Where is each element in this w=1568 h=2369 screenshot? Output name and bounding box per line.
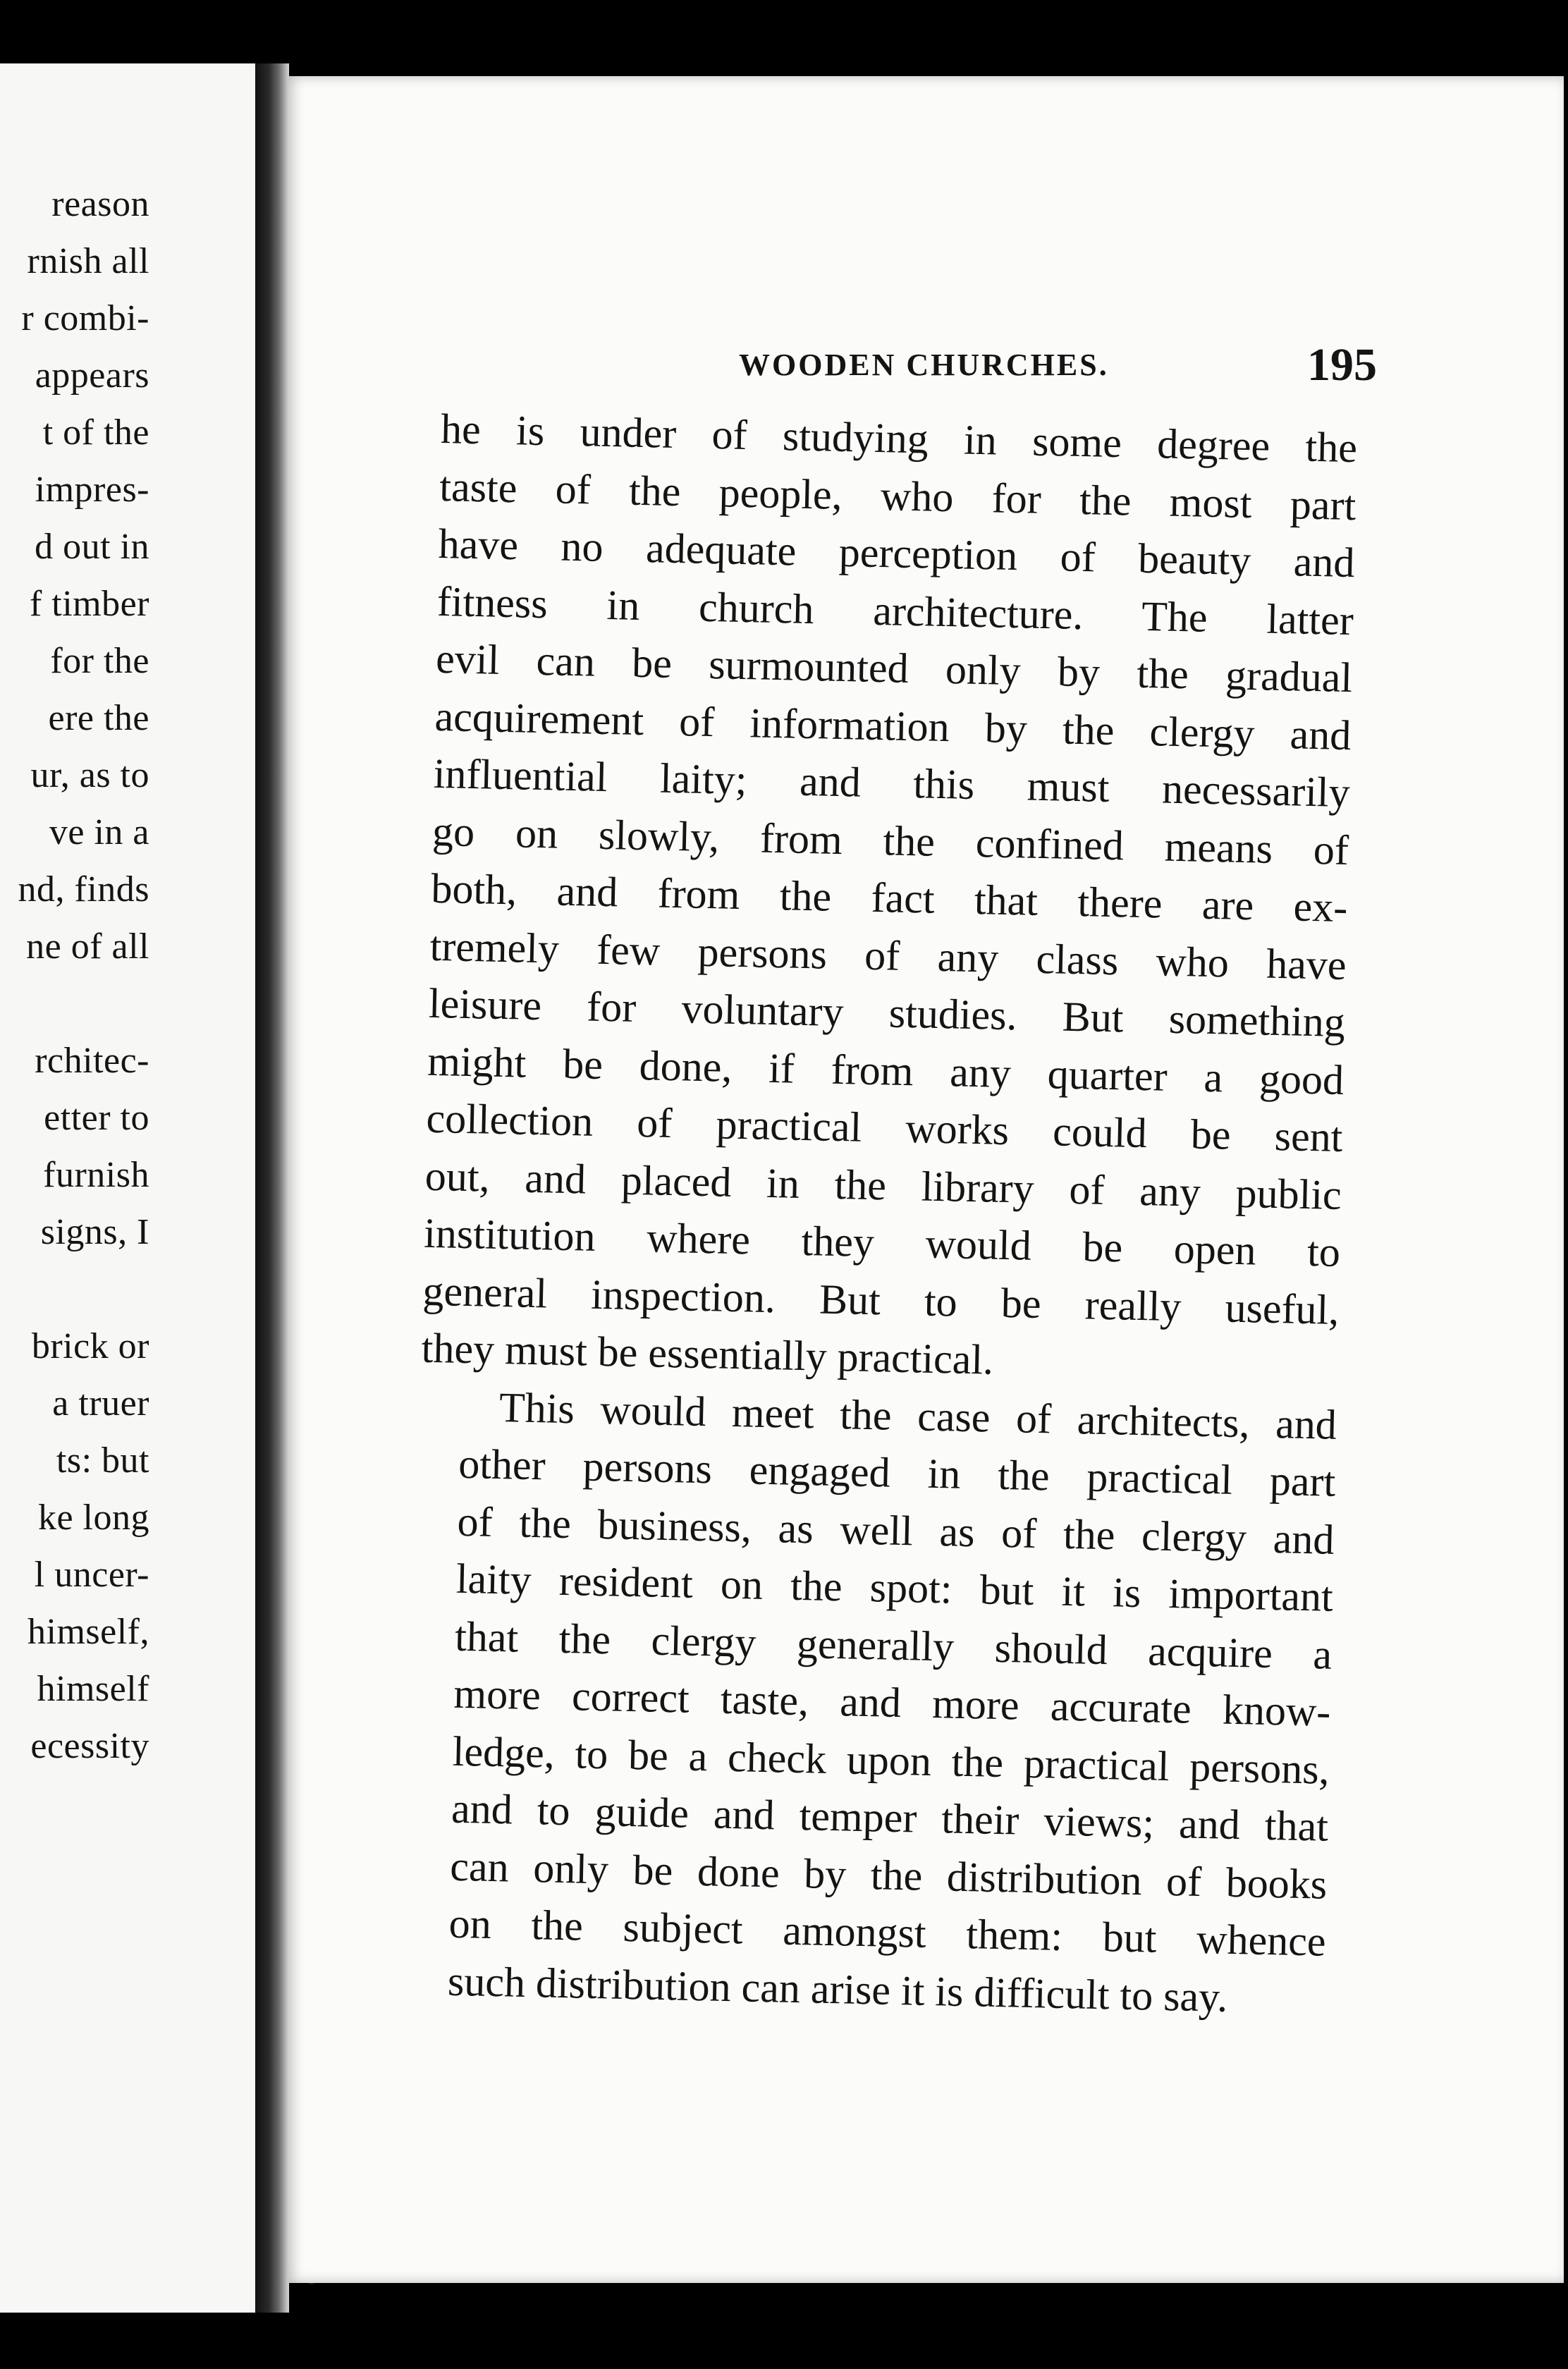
running-head: WOODEN CHURCHES. [739,348,1109,382]
page-header [288,338,1564,395]
text-line: both, and from the fact that there are ex- [430,864,1348,931]
text-line: they must be essentially practical. [421,1324,994,1383]
text-line: he is under of studying in some degree the [440,405,1358,472]
text-line: taste of the people, who for the most part [439,463,1356,529]
text-line: can only be done by the distribution of books [449,1842,1328,1908]
text-line: other persons engaged in the practical part [458,1440,1336,1505]
page-number: 195 [1307,339,1377,391]
text-line: and to guide and temper their views; and that [451,1785,1329,1850]
previous-page-line: ur, as to [30,755,149,795]
text-line: more correct taste, and more accurate know- [453,1670,1332,1735]
previous-page-line: r combi- [21,298,149,338]
text-line: of the business, as well as of the clergy and [457,1498,1335,1563]
previous-page-line: appears [35,355,149,396]
text-line: This would meet the case of architects, and [498,1383,1337,1448]
previous-page-line: for the [50,641,149,681]
text-line: on the subject amongst them: but whence [448,1899,1327,1965]
previous-page-line: etter to [44,1098,149,1138]
text-line: out, and placed in the library of any public [424,1152,1342,1218]
previous-page-line: ke long [37,1498,149,1538]
previous-page-line: himself, [27,1612,149,1652]
previous-page-line: ecessity [30,1726,149,1766]
previous-page-line: d out in [35,527,149,567]
text-line: influential laity; and this must necessarily [433,749,1351,816]
text-line: tremely few persons of any class who have [429,922,1347,988]
text-line: fitness in church architecture. The latter [436,577,1354,644]
previous-page-line: himself [37,1669,149,1709]
text-line: such distribution can arise it is difficult to say. [447,1957,1228,2021]
text-line: institution where they would be open to [423,1209,1341,1275]
previous-page [0,63,255,2313]
previous-page-line: rnish all [27,241,149,281]
previous-page-line: signs, I [40,1212,149,1252]
previous-page-line: impres- [35,470,149,510]
book-gutter [255,63,289,2313]
text-line: collection of practical works could be sent [425,1094,1344,1161]
previous-page-line: reason [51,184,149,224]
text-line: leisure for voluntary studies. But something [428,979,1346,1046]
current-page [288,76,1564,2283]
text-line: ledge, to be a check upon the practical persons, [452,1727,1330,1793]
paragraph-2 [408,1377,1337,2028]
text-line: might be done, if from any quarter a good [427,1037,1345,1103]
text-line: go on slowly, from the confined means of [431,807,1349,874]
previous-page-line: ve in a [49,812,149,852]
previous-page-line: f timber [29,584,149,624]
text-line: acquirement of information by the clergy and [434,692,1352,759]
text-line: have no adequate perception of beauty and [438,520,1356,587]
previous-page-line: rchitec- [35,1041,149,1081]
previous-page-line: brick or [31,1326,149,1366]
previous-page-line: ne of all [26,926,149,967]
previous-page-line: a truer [52,1383,149,1424]
previous-page-line: ere the [48,698,149,738]
text-line: that the clergy generally should acquire a [454,1612,1333,1678]
text-line: evil can be surmounted only by the gradual [435,635,1353,702]
previous-page-line: ts: but [56,1440,149,1481]
paragraph-1 [421,400,1358,1396]
text-line: laity resident on the spot: but it is important [455,1555,1334,1620]
previous-page-line: t of the [42,412,149,453]
text-line: general inspection. But to be really useful, [422,1267,1340,1333]
previous-page-line: l uncer- [34,1555,149,1595]
body-text [408,400,1358,2028]
previous-page-line: nd, finds [18,869,149,910]
previous-page-line: furnish [43,1155,149,1195]
